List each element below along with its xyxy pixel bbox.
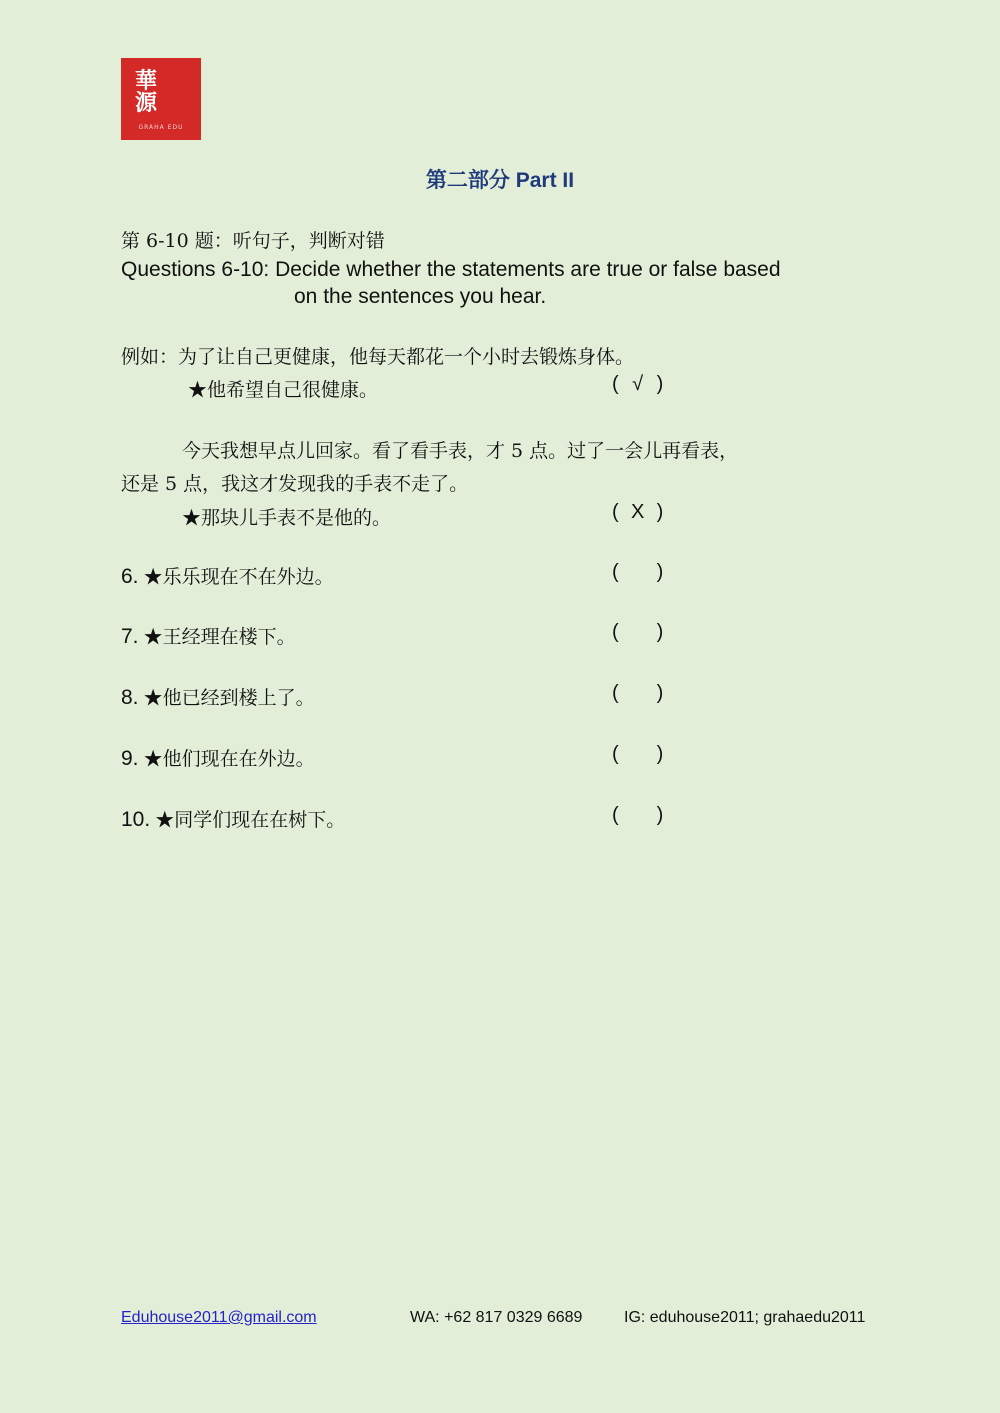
- footer-email[interactable]: [121, 1309, 317, 1327]
- footer-whatsapp: WA: +62 817 0329 6689: [410, 1309, 583, 1326]
- example2-statement: ★那块儿手表不是他的。: [182, 507, 392, 529]
- question-8: 8. ★他已经到楼上了。: [121, 686, 315, 709]
- email-link[interactable]: Eduhouse2011@gmail.com: [121, 1309, 317, 1326]
- instructions-cn: 第 6-10 题：听句子，判断对错: [121, 230, 385, 252]
- example1-answer-box: ( √ ): [612, 373, 664, 395]
- question-6: 6. ★乐乐现在不在外边。: [121, 565, 334, 588]
- example2-answer-box: ( X ): [612, 501, 664, 523]
- example2-line1: 今天我想早点儿回家。看了看手表，才 5 点。过了一会儿再看表，: [182, 440, 739, 462]
- example1-statement: ★他希望自己很健康。: [188, 379, 379, 401]
- question-7: 7. ★王经理在楼下。: [121, 625, 296, 648]
- question-9: 9. ★他们现在在外边。: [121, 747, 315, 770]
- footer-instagram: IG: eduhouse2011; grahaedu2011: [624, 1309, 866, 1326]
- answer-box-8[interactable]: ( ): [612, 682, 664, 704]
- example1-answer: √: [632, 373, 644, 395]
- logo-glyphs: 華 源: [135, 68, 156, 116]
- example2-answer: X: [631, 501, 645, 523]
- question-10: 10. ★同学们现在在树下。: [121, 808, 346, 831]
- answer-box-9[interactable]: ( ): [612, 743, 664, 765]
- answer-box-6[interactable]: ( ): [612, 561, 664, 583]
- graha-edu-logo: [121, 58, 201, 140]
- answer-box-7[interactable]: ( ): [612, 621, 664, 643]
- instructions-en-line1: Questions 6-10: Decide whether the statements are true or false based: [121, 258, 781, 281]
- instructions-en-line2: on the sentences you hear.: [294, 285, 547, 308]
- section-title: 第二部分 Part II: [425, 169, 575, 192]
- logo-subtitle: GRAHA EDU: [138, 124, 184, 131]
- answer-box-10[interactable]: ( ): [612, 804, 664, 826]
- example2-line2: 还是 5 点，我这才发现我的手表不走了。: [121, 473, 469, 495]
- example1-sentence: 例如：为了让自己更健康，他每天都花一个小时去锻炼身体。: [121, 346, 635, 368]
